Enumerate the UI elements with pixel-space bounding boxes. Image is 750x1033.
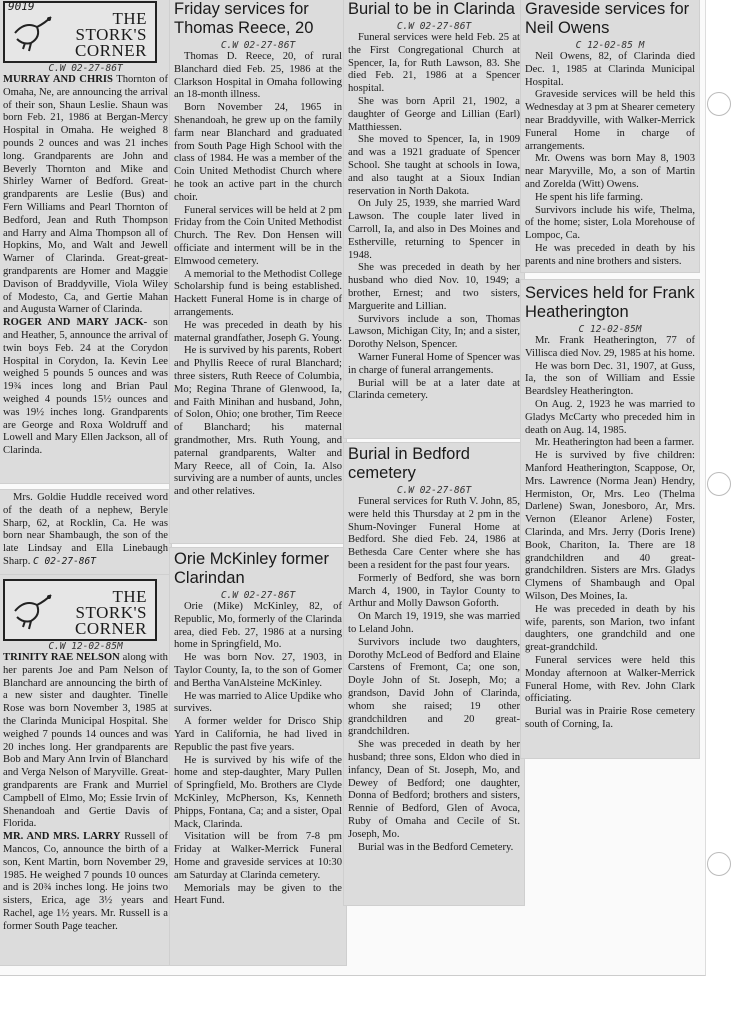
paragraph: Orie (Mike) McKinley, 82, of Republic, Mo, formerly of the Clarinda area, died Feb. 27, 1986 at a nursing home in Springfield, Mo. [174,601,342,651]
announcement-lead: TRINITY RAE NELSON [3,652,120,663]
paragraph: Formerly of Bedford, she was born March 4, 1900, in Taylor County to Arthur and Molly Dawson Goforth. [348,572,520,610]
paragraph: Funeral services for Ruth V. John, 85, were held this Thursday at 2 pm in the Shum-Novinger Funeral Home at Bedford. She died Feb. 24, 1986 at Bethesda Care Center where she has been a resident for the past four years. [348,496,520,571]
owens-obituary-clipping [521,0,699,272]
date-annotation: C.W 02-27-86T [48,63,123,74]
paragraph: A memorial to the Methodist College Scholarship fund is being established. Hackett Funeral Home is in charge of arrangements. [174,268,343,318]
date-annotation: C.W 02-27-86T [396,21,472,32]
date-annotation: C 12-02-85 M [575,40,645,51]
announcement-text: Thornton of Omaha, Ne, are announcing the arrival of their son, Shaun Leslie. Shaun was born Feb. 21, 1986 at Bergan-Mercy Hospital in Omaha. He weighed 8 pounds 2 ounces and was 21 inches long. Grandparents are John and Beverly Thornton and Mike and Shirley Warner of Bedford. Great-grandparents are Leslie (Bus) and Fern Williams and Pearl Thornton of Bedford, Jean and Ruth Thompson and Harry and Alma Thompson all of Hopkins, Mo, and Walt and Jewell Warner of Clarinda. Great-great-grandparents are Homer and Maggie Davison of Braddyville, Viola Wiley of Modesto, Ca, and Gertie Mahan and Augusta Warner of Clarinda. [3,74,168,316]
stork-title-line2: STORK'S [75,25,147,44]
birth-announcement [3,317,168,458]
headline-lawson: Burial to be in Clarinda [348,0,515,18]
paragraph: Funeral services will be held at 2 pm Friday from the Coin United Methodist Church. The Rev. Don Hensen will officiate and interment will be in the Elmwood cemetery. [174,204,342,267]
paragraph: Mr. Frank Heatherington, 77 of Villisca died Nov. 29, 1985 at his home. [525,335,695,359]
stork-title-line2: STORK'S [75,603,147,622]
paragraph: Thomas D. Reece, 20, of rural Blanchard died Feb. 25, 1986 at the Clarkson Hospital in Omaha following an 18-month illness. [174,51,342,101]
paragraph: Funeral services were held Feb. 25 at the First Congregational Church at Spencer, Ia, for Ruth Lawson, 83. She died Feb. 21, 1986 at a Spencer hospital. [348,32,520,95]
stork-title-line1: THE [112,587,147,606]
corner-handwritten-note: 9019 [8,0,35,13]
paragraph: Mr. Heatherington had been a farmer. [535,437,695,449]
date-annotation: C.W 02-27-86T [220,590,296,601]
headline-mckinley: Orie McKinley former Clarindan [174,550,329,587]
paragraph: On Aug. 2, 1923 he was married to Gladys McCarty who preceded him in death on Aug. 14, 1985. [525,398,695,436]
paragraph: A former welder for Drisco Ship Yard in California, he had lived in Republic the past five years. [174,716,342,753]
mckinley-obituary-clipping [170,548,346,965]
heatherington-obituary-clipping [521,280,699,758]
paragraph: She was preceded in death by her husband who died Nov. 10, 1949; a brother, Ernest; and two sisters, Marguerite and Lillian. [348,262,520,312]
paragraph: Survivors include a son, Thomas Lawson, Michigan City, In; and a sister, Dorothy Nelson, Spencer. [348,313,520,351]
paragraph: Warner Funeral Home of Spencer was in charge of funeral arrangements. [348,351,520,376]
headline-owens: Graveside services for Neil Owens [525,0,690,37]
huddle-notice-clipping [0,490,171,574]
paragraph: He spent his life farming. [535,191,643,203]
paragraph: He was preceded in death by his parents and nine brothers and sisters. [525,242,695,267]
birth-announcement [3,74,168,317]
storks-corner-banner [3,579,157,641]
paragraph: He is survived by his wife of the home and step-daughter, Mary Pullen of Springfield, Mo. Brothers are Clyde McKinley, McPherson, Ks, Kenneth Phipps, Fontana, Ca; and a sister, Opal Mack, Clarinda. [174,754,342,830]
storks-corner-clipping-2 [0,575,171,965]
headline-reece: Friday services for Thomas Reece, 20 [174,0,314,37]
paragraph: Burial will be at a later date at Clarinda cemetery. [348,377,520,402]
paragraph: On March 19, 1919, she was married to Leland John. [348,611,520,635]
paragraph: Visitation will be from 7-8 pm Friday at Walker-Merrick Funeral Home and graveside services at 10:30 am Saturday at Clarinda cemetery. [174,831,342,881]
announcement-lead: MR. AND MRS. LARRY [3,831,121,843]
announcement-lead: ROGER AND MARY JACK- [3,317,148,329]
date-annotation: C 02-27-86T [33,555,96,567]
paragraph: He was married to Alice Updike who survives. [174,690,342,715]
stork-title-line3: CORNER [75,41,147,60]
paragraph: She moved to Spencer, Ia, in 1909 and was a 1921 graduate of Spencer School. She taught at schools in Iowa, and also taught at a Sioux Indian reservation in North Dakota. [348,134,520,197]
paragraph: Funeral services were held this Monday afternoon at Walker-Merrick Funeral Home, with Rev. John Clark officiating. [525,654,695,705]
john-obituary-clipping [344,443,524,905]
paragraph: Burial was in Prairie Rose cemetery south of Corning, Ia. [525,706,695,730]
paragraph: Born November 24, 1965 in Shenandoah, he grew up on the family farm near Blanchard and graduated from South Page High School with the class of 1984. He was a member of the Coin United Methodist Church where he took an active part in the church choir. [174,102,342,203]
stork-title-line1: THE [112,9,147,28]
storks-corner-clipping [0,0,171,483]
announcement-text: along with her parents Joe and Pam Nelson of Blanchard are announcing the birth of a new sister and daughter. Tinelle Rose was born November 3, 1985 at the Clarinda Municipal Hospital. She weighed 7 pounds 14 ounces and was 20 inches long. Her grandparents are Bob and Mary Ann Irvin of Blanchard and Verga Nelson of Maryville. Great-grandparents are Frank and Murriel Campbell of Elmo, Mo; Essie Irvin of Shenandoah and Gertie Davis of Florida. [3,652,168,830]
paragraph: He is survived by his parents, Robert and Phyllis Reece of rural Blanchard; three sisters, Ruth Reece of Columbia, Mo; Regina Thrane of Glenwood, Ia, and Faith Minihan and husband, John, of Solon, Ohio; one brother, Tim Reece of Blanchard; his maternal grandmother, Mrs. Ruth Young, and paternal grandparents, Walter and Mary Reece, all of Coin, Ia. Also surviving are a number of aunts, uncles and other relatives. [174,345,342,498]
date-annotation: C 12-02-85M [578,324,642,335]
paragraph: He is survived by five children: Manford Heatherington, Scappose, Or, Mrs. Lawrence (Norma Jean) Hendry, Hermiston, Or, Mrs. Leo (Thelma Darlene) Swan, Jonesboro, Ar, Mrs. Vernon (Eleanor Arlene) Foster, Clarinda, and Mrs. Jerry (Doris Irene) Book, Chariton, Ia. There are 18 grandchildren and 40 great-grandchildren. Sisters are Mrs. Gladys Clymens of Shambaugh and Opal Wilson, Des Moines, Ia. [525,450,695,602]
paragraph: Graveside services will be held this Wednesday at 3 pm at Shearer cemetery near Braddyville, with Walker-Merrick Funeral Home in charge of arrangements. [525,89,695,152]
paragraph: He was preceded in death by his wife, parents, son Marion, two infant daughters, one grandchild and one great-grandchild. [525,603,695,654]
birth-announcement [3,831,168,933]
binder-hole [707,472,731,496]
paragraph: Survivors include two daughters, Dorothy McLeod of Bedford and Elaine Carstens of Fremont, Ca; one son, Doyle John of St. Joseph, Mo; a grandson, David John of Clarinda, whom she raised; 19 other grandchildren and 20 great-grandchildren. [348,636,520,738]
paragraph: On July 25, 1939, she married Ward Lawson. The couple later lived in Carroll, Ia, and also in Des Moines and Estherville, returning to Spencer in 1948. [348,198,520,261]
binder-hole [707,852,731,876]
stork-icon [11,591,55,631]
stork-title-line3: CORNER [75,619,147,638]
headline-heatherington: Services held for Frank Heatherington [525,284,695,321]
binder-hole [707,92,731,116]
lawson-obituary-clipping [344,0,524,438]
paragraph: He was born Nov. 27, 1903, in Taylor County, Ia, to the son of Gomer and Bertha VanAlsteine McKinley. [174,652,342,689]
announcement-text: Russell of Mancos, Co, announce the birth of a son, Kent Martin, born November 29, 1985. He weighed 7 pounds 10 ounces and is 20¾ inches long. He joins two sisters, Erica, age 3½ years and Rachel, age 1½ years. Mr. Russell is a former South Page teacher. [3,831,168,932]
paragraph: Survivors include his wife, Thelma, of the home; sister, Lola Morehouse of Lompoc, Ca. [525,204,695,242]
birth-announcement [3,652,168,831]
paragraph: He was born Dec. 31, 1907, at Guss, Ia, the son of William and Essie Beardsley Heatherington. [525,360,695,398]
date-annotation: C.W 12-02-85M [48,641,123,652]
date-annotation: C.W 02-27-86T [396,485,472,496]
paragraph: He was preceded in death by his maternal grandfather, Joseph G. Young. [174,319,342,344]
paragraph: Burial was in the Bedford Cemetery. [358,841,514,853]
paragraph: Neil Owens, 82, of Clarinda died Dec. 1, 1985 at Clarinda Municipal Hospital. [525,51,695,88]
paragraph: Memorials may be given to the Heart Fund. [174,882,342,907]
announcement-lead: MURRAY AND CHRIS [3,74,113,85]
announcement-text: son and Heather, 5, announce the arrival of twin boys Feb. 24 at the Corydon Hospital in Corydon, Ia. Kevin Lee weighed 5 pounds 5 ounces and was 19¾ inces long and Brian Paul weighed 4 pounds 15½ ounces and was 19½ inches long. Grandparents are George and Roxa Woldruff and Lowell and Mary Ellen Jackson, all of Clarinda. [3,317,168,457]
stork-icon [11,13,55,53]
reece-obituary-clipping [170,0,346,543]
paragraph: She was born April 21, 1902, a daughter of George and Lillian (Earl) Matthiessen. [348,95,520,133]
headline-john: Burial in Bedford cemetery [348,445,470,482]
huddle-notice-text: Mrs. Goldie Huddle received word of the death of a nephew, Beryle Sharp, 62, at Rocklin, Ca. He was born near Shambaugh, the son of the late Lindsay and Ella Linebaugh Sharp. C 02-27-86T [3,492,168,567]
paragraph: Mr. Owens was born May 8, 1903 near Maryville, Mo, a son of Martin and Zorelda (Witt) Owens. [525,153,695,190]
date-annotation: C.W 02-27-86T [220,40,296,51]
paragraph: She was preceded in death by her husband; three sons, Eldon who died in infancy, Dean of St. Joseph, Mo, and Dewey of Bedford; one daughter, Donna of Bedford; brothers and sisters, Rennie of Bedford, Glen of Avoca, Ruby of Omaha and Cecile of St. Joseph, Mo. [348,739,520,840]
